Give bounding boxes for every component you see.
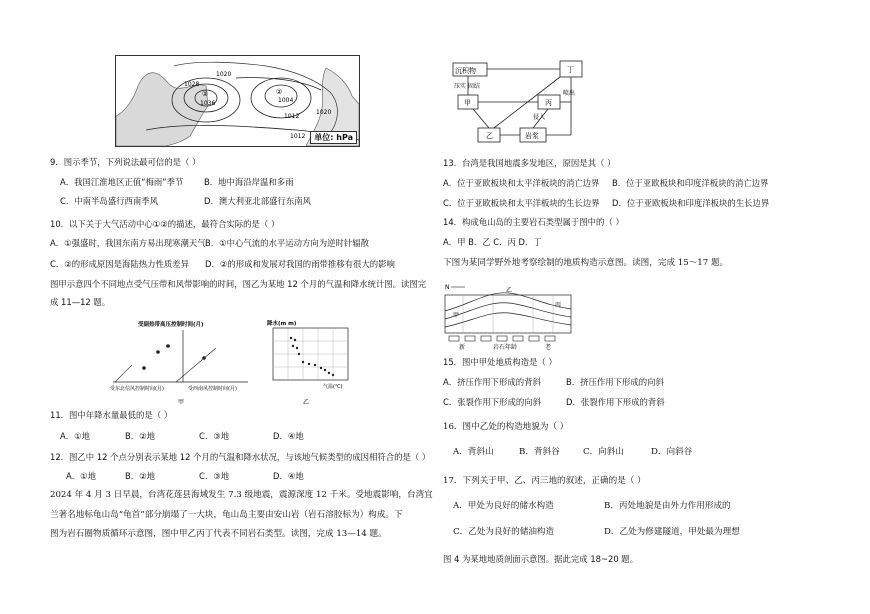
q9-option-a: A．我国江淮地区正值“梅雨”季节 [60, 177, 184, 187]
isobar-label: 1012 [290, 133, 306, 140]
label-bing: 丙 [545, 99, 552, 107]
q17-option-c: C．乙处为良好的储油构造 [453, 527, 555, 537]
q16-option-c: C．向斜山 [583, 447, 624, 457]
chart-yi-svg [263, 318, 358, 406]
label-jia: 甲 [464, 99, 471, 107]
chart-yi-xlabel: 气温(℃) [323, 384, 343, 390]
isobar-label: 1020 [316, 109, 332, 116]
q12-option-a: A．①地 [66, 471, 96, 481]
strata-legend-old: 老 [545, 344, 552, 351]
rock-cycle-figure [448, 55, 588, 150]
chart-yi-caption: 乙 [303, 399, 310, 406]
q15-option-b: B．挤压作用下形成的向斜 [566, 377, 664, 387]
question-11: 11．图中年降水量最低的是（ ） [50, 410, 173, 420]
q12-option-b: B．②地 [125, 471, 156, 481]
q16-option-b: B．背斜谷 [519, 447, 560, 457]
strata-figure [443, 283, 575, 351]
map-unit-label: 单位: hPa [310, 131, 357, 144]
isobar-label: 1028 [184, 81, 200, 88]
strata-label-jia: 甲 [453, 312, 460, 319]
chart-jia-figure [108, 318, 250, 406]
q15-option-c: C．张裂作用下形成的向斜 [443, 397, 541, 407]
chart-yi-figure [263, 318, 358, 406]
chart-jia-svg [108, 318, 250, 406]
strata-north: N [445, 284, 450, 291]
intro-15: 下图为某同学野外地考察绘制的地质构造示意图。读图，完成 15～17 题。 [443, 258, 729, 268]
q13-option-a: A．位于亚欧板块和太平洋板块的消亡边界 [443, 178, 600, 188]
chart-jia-xlabel-left: 受东北信风控制时间(月) [110, 386, 164, 392]
q13-option-d: D．位于亚欧板块和印度洋板块的生长边界 [612, 198, 770, 208]
question-14: 14．构成龟山岛的主要岩石类型属于图中的（ ） [443, 217, 624, 227]
q12-option-c: C．③地 [199, 471, 230, 481]
q11-option-d: D．④地 [273, 431, 304, 441]
center-label-2: ② [276, 88, 283, 96]
q16-option-a: A．背斜山 [453, 447, 494, 457]
strata-label-yi: 乙 [506, 287, 513, 294]
q11-option-c: C．③地 [199, 431, 230, 441]
q17-option-a: A．甲处为良好的储水构造 [453, 501, 554, 511]
q16-option-d: D．向斜谷 [651, 447, 693, 457]
passage-13-line2: 兰著名地标龟山岛“龟首”部分崩塌了一大块，龟山岛主要由安山岩（岩石溶胶标为）构成。下 [50, 510, 403, 520]
q9-option-d: D．澳大利亚北部盛行东南风 [204, 196, 311, 206]
intro-11-line1: 图甲示意四个不同地点受气压带和风带影响的时间，图乙为某地 12 个月的气温和降水统计图。读图完 [50, 279, 427, 289]
label-eruption: 喷出 [563, 90, 576, 97]
question-17: 17．下列关于甲、乙、丙三地的叙述，正确的是（ ） [443, 476, 646, 486]
question-10: 10．以下关于大气活动中心①②的描述，最符合实际的是（ ） [50, 219, 280, 229]
strata-svg [443, 283, 575, 351]
question-12: 12．图乙中 12 个点分别表示某地 12 个月的气温和降水状况，与该地气候类型的成因相符合的是（ ） [50, 452, 431, 462]
intro-11-line2: 成 11—12 题。 [50, 297, 111, 307]
q17-option-b: B．丙处地貌是由外力作用形成的 [604, 501, 731, 511]
isobar-label: 1004 [278, 97, 294, 104]
question-15: 15．图中甲处地质构造是（ ） [443, 357, 557, 367]
q10-option-c: C．②的形成原因是海陆热力性质差异 [50, 259, 189, 269]
strata-legend-new: 新 [459, 344, 466, 351]
q11-option-a: A．①地 [60, 431, 90, 441]
q15-option-a: A．挤压作用下形成的背斜 [443, 377, 541, 387]
label-magma: 岩浆 [525, 132, 539, 140]
label-intrusion: 侵入 [533, 114, 546, 121]
passage-13-line1: 2024 年 4 月 3 日早晨，台湾花莲县海域发生 7.3 级地震，震源深度 12 千米。受地震影响，台湾宜 [50, 490, 433, 500]
question-13: 13．台湾是我国地震多发地区，原因是其（ ） [443, 158, 616, 168]
q11-option-b: B．②地 [125, 431, 156, 441]
q9-option-c: C．中南半岛盛行西南季风 [60, 196, 158, 206]
q17-option-d: D．乙处为修建隧道，甲处最为理想 [604, 527, 740, 537]
q9-option-b: B．地中海沿岸温和多雨 [204, 177, 294, 187]
chart-yi-ylabel: 降水(m m) [267, 321, 297, 327]
q10-option-b: B．①中心气流的水平运动方向为逆时针辐散 [205, 238, 370, 248]
chart-jia-caption: 甲 [178, 399, 185, 406]
isobar-label: 1036 [200, 100, 216, 107]
label-yi: 乙 [486, 132, 493, 140]
question-16: 16．图中乙处的构造地貌为（ ） [443, 422, 569, 432]
q13-option-b: B．位于亚欧板块和印度洋板块的消亡边界 [612, 178, 769, 188]
label-ding: 丁 [567, 66, 574, 74]
chart-jia-title: 受副热带高压控制时间(月) [138, 322, 204, 328]
question-9: 9．图示季节，下列说法最可信的是（ ） [50, 157, 201, 167]
isobar-label: 1012 [284, 113, 300, 120]
label-sediment: 沉积物 [455, 67, 476, 75]
q10-option-a: A．①强盛时，我国东南方易出现寒潮天气 [50, 238, 206, 248]
intro-18: 图 4 为某地地质剖面示意图。据此完成 18~20 题。 [443, 554, 639, 564]
chart-jia-xlabel-right: 受西南风控制时间(月) [188, 386, 237, 392]
q10-option-d: D．②的形成和发展对我国的雨带推移有很大的影响 [205, 259, 395, 269]
strata-label-bing: 丙 [555, 302, 562, 309]
q13-option-c: C．位于亚欧板块和太平洋板块的生长边界 [443, 198, 600, 208]
passage-13-line3: 图为岩石圈物质循环示意图，图中甲乙丙丁代表不同岩石类型。读图，完成 13—14 题。 [50, 529, 387, 539]
isobar-label: 1020 [216, 71, 232, 78]
q14-options: A．甲 B．乙 C．丙 D．丁 [443, 237, 542, 247]
pressure-map-figure [115, 55, 360, 147]
label-pressure: 压实 固结 [454, 83, 480, 90]
q15-option-d: D．张裂作用下形成的背斜 [566, 397, 665, 407]
center-label-1: ① [202, 90, 209, 98]
rock-cycle-svg [448, 55, 588, 150]
q12-option-d: D．④地 [273, 471, 304, 481]
strata-legend-title: 岩石年龄 [493, 344, 518, 351]
